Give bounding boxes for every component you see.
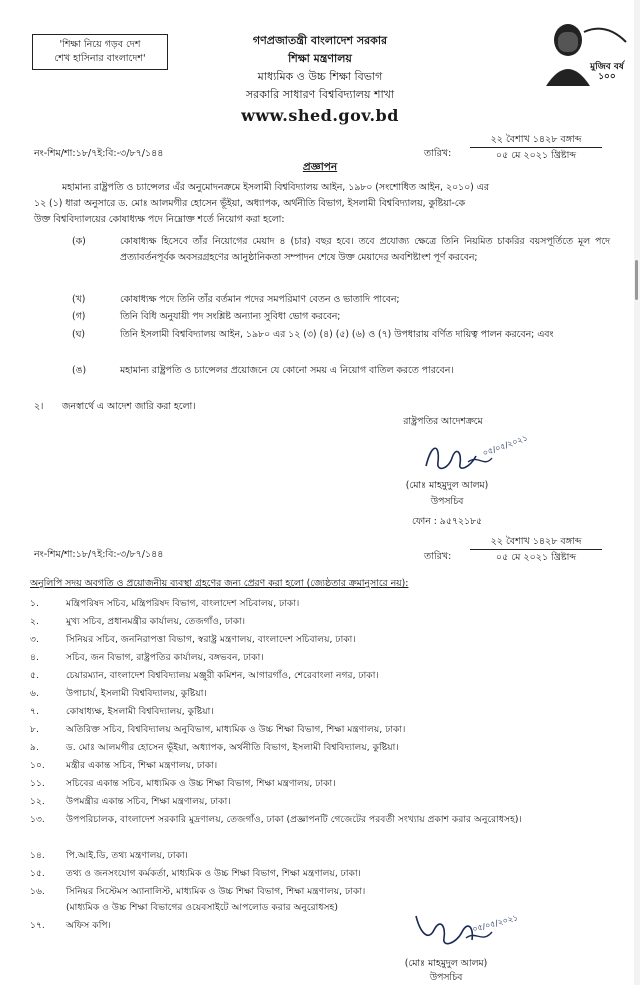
date-block-copy [466, 534, 606, 565]
copy-item-text: অতিরিক্ত সচিব, বিশ্ববিদ্যালয় অনুবিভাগ, মাধ্যমিক ও উচ্চ শিক্ষা বিভাগ, শিক্ষা মন্ত্রণালয়, ঢাকা। [66, 724, 406, 735]
notice-para-line-1: মহামান্য রাষ্ট্রপতি ও চ্যান্সেলর এঁর অনুমোদনক্রমে ইসলামী বিশ্ববিদ্যালয় আইন, ১৯৮০ (সংশোধিত আইন, ২০১০) এর [62, 182, 489, 193]
logo-text: মুজিব বর্ষ ১০০ [590, 62, 624, 82]
scan-edge [634, 0, 640, 985]
condition-text: তিনি ইসলামী বিশ্ববিদ্যালয় আইন, ১৯৮০ এর ১২ (৩) (৪) (৫) (৬) ও (৭) উপধারায় বর্ণিত দায়িত্ব পালন করবেন; এবং [120, 329, 554, 340]
notice-para-line-2: ১২ (১) ধারা অনুসারে ড. মোঃ আলমগীর হোসেন ভূঁইয়া, অধ্যাপক, অর্থনীতি বিভাগ, ইসলামী বিশ্ববিদ্যালয়, কুষ্টিয়া-কে [34, 198, 466, 209]
copy-item-text: (মাধ্যমিক ও উচ্চ শিক্ষা বিভাগের ওয়েবসাইটে আপলোড করার অনুরোধসহ) [66, 902, 338, 913]
copy-list-item [30, 794, 620, 809]
copy-item-number: ১৭. [30, 920, 45, 931]
date-label-copy: তারিখ: [424, 551, 452, 562]
signatory-2-designation: উপসচিব [429, 972, 463, 983]
signatory-designation: উপসচিব [430, 496, 464, 507]
copy-item-text: অফিস কপি। [66, 920, 111, 931]
copy-heading: অনুলিপি সদয় অবগতি ও প্রয়োজনীয় ব্যবস্থা গ্রহণের জন্য প্রেরণ করা হলো (জ্যেষ্ঠতার ক্রমানুসারে নয়): [30, 578, 409, 589]
copy-item-number: ৭. [30, 706, 39, 717]
copy-item-number: ১১. [30, 778, 45, 789]
memo-number-copy: নং-শিম/শা:১৮/৭ই:বি:-৩/৮৭/১৪৪ [34, 549, 164, 560]
notice-title: প্রজ্ঞাপন [302, 161, 338, 173]
copy-item-number: ৫. [30, 670, 39, 681]
memo-number: নং-শিম/শা:১৮/৭ই:বি:-৩/৮৭/১৪৪ [34, 148, 164, 159]
notice-para-line-3: উক্ত বিশ্ববিদ্যালয়ের কোষাধ্যক্ষ পদে নিম্নোক্ত শর্তে নিয়োগ করা হলো: [34, 214, 285, 225]
copy-list-item [30, 668, 620, 683]
copy-item-number: ১২. [30, 796, 45, 807]
copy-item-text: সচিবের একান্ত সচিব, মাধ্যমিক ও উচ্চ শিক্ষা বিভাগ, শিক্ষা মন্ত্রণালয়, ঢাকা। [66, 778, 336, 789]
date-bangla: ২২ বৈশাখ ১৪২৮ বঙ্গাব্দ [490, 134, 582, 145]
copy-item-text: কোষাধ্যক্ষ, ইসলামী বিশ্ববিদ্যালয়, কুষ্টিয়া। [66, 706, 214, 717]
copy-item-text: সিনিয়র সচিব, জননিরাপত্তা বিভাগ, স্বরাষ্ট্র মন্ত্রণালয়, বাংলাদেশ সচিবালয়, ঢাকা। [66, 634, 356, 645]
copy-item-text: মন্ত্রীর একান্ত সচিব, শিক্ষা মন্ত্রণালয়, ঢাকা। [66, 760, 218, 771]
copy-list-item [30, 918, 620, 933]
copy-list-item [30, 614, 620, 629]
date-label: তারিখ: [424, 148, 452, 159]
para-2-number: ২। [34, 401, 44, 412]
copy-item-text: উপপরিচালক, বাংলাদেশ সরকারি মুদ্রণালয়, তেজগাঁও, ঢাকা (প্রজ্ঞাপনটি গেজেটের পরবর্তী সংখ্যায় প্রকাশ করার অনুরোধসহ)। [66, 814, 522, 825]
copy-item-number: ১০. [30, 760, 45, 771]
copy-item-text: ড. মোঃ আলমগীর হোসেন ভূঁইয়া, অধ্যাপক, অর্থনীতি বিভাগ, ইসলামী বিশ্ববিদ্যালয়, কুষ্টিয়া। [66, 742, 399, 753]
website-url: www.shed.gov.bd [241, 106, 399, 125]
signature-2-date: ০৫/০৫/২০২১ [471, 913, 520, 934]
copy-item-text: সচিব, জন বিভাগ, রাষ্ট্রপতির কার্যালয়, বঙ্গভবন, ঢাকা। [66, 652, 264, 663]
copy-list-item [30, 884, 620, 899]
copy-item-number: ৮. [30, 724, 39, 735]
copy-list-item [30, 900, 620, 915]
slogan-line-1: 'শিক্ষা নিয়ে গড়ব দেশ [59, 39, 141, 50]
copy-list-item [30, 812, 620, 827]
copy-list-item [30, 740, 620, 755]
copy-list-item [30, 848, 620, 863]
condition-number: (ঙ) [72, 365, 87, 376]
copy-item-text: উপাচার্য, ইসলামী বিশ্ববিদ্যালয়, কুষ্টিয়া। [66, 688, 207, 699]
date-bangla-copy: ২২ বৈশাখ ১৪২৮ বঙ্গাব্দ [490, 536, 582, 547]
handwritten-signature [418, 432, 528, 478]
branch-title: সরকারি সাধারণ বিশ্ববিদ্যালয় শাখা [245, 88, 395, 101]
copy-item-text: উপমন্ত্রীর একান্ত সচিব, শিক্ষা মন্ত্রণালয়, ঢাকা। [66, 796, 231, 807]
condition-number: (গ) [72, 311, 86, 322]
date-english-copy: ০৫ মে ২০২১ খ্রিষ্টাব্দ [495, 552, 577, 563]
signatory-name: (মোঃ মাহমুদুল আলম) [405, 480, 489, 491]
copy-list-item [30, 650, 620, 665]
by-order-text: রাষ্ট্রপতির আদেশক্রমে [403, 416, 483, 427]
signature-date: ০৫/০৫/২০২১ [481, 433, 529, 458]
copy-item-text: মুখ্য সচিব, প্রধানমন্ত্রীর কার্যালয়, তেজগাঁও, ঢাকা। [66, 616, 246, 627]
copy-item-number: ৯. [30, 742, 39, 753]
copy-item-number: ৬. [30, 688, 39, 699]
copy-list-item [30, 776, 620, 791]
copy-item-text: মন্ত্রিপরিষদ সচিব, মন্ত্রিপরিষদ বিভাগ, বাংলাদেশ সচিবালয়, ঢাকা। [66, 598, 300, 609]
signatory-phone: ফোন : ৯৫৭২১৮৫ [411, 516, 483, 527]
condition-number: (ঘ) [72, 329, 85, 340]
condition-text: কোষাধ্যক্ষ হিসেবে তাঁর নিয়োগের মেয়াদ ৪ (চার) বছর হবে। তবে প্রযোজ্য ক্ষেত্রে তিনি নিয়মিত চাকরির বয়সপূর্তিতে মূল পদে প্রত্যাবর্তনপূর্বক অবসরগ্রহণের আনুষ্ঠানিকতা সম্পাদন শেষে উক্ত মেয়াদের অবশিষ্টাংশ পূর্ণ করবেন; [120, 236, 610, 263]
copy-item-number: ২. [30, 616, 39, 627]
condition-text: তিনি বিধি অনুযায়ী পদ সংশ্লিষ্ট অন্যান্য সুবিধা ভোগ করবেন; [120, 311, 341, 322]
condition-text: মহামান্য রাষ্ট্রপতি ও চ্যান্সেলর প্রয়োজনে যে কোনো সময় এ নিয়োগ বাতিল করতে পারবেন। [120, 365, 454, 376]
division-title: মাধ্যমিক ও উচ্চ শিক্ষা বিভাগ [257, 70, 383, 83]
copy-list-item [30, 686, 620, 701]
signatory-2-name: (মোঃ মাহমুদুল আলম) [404, 958, 488, 969]
para-2-text: জনস্বার্থে এ আদেশ জারি করা হলো। [62, 401, 196, 412]
copy-item-number: ১৫. [30, 868, 45, 879]
copy-list-item [30, 722, 620, 737]
copy-item-number: ৪. [30, 652, 39, 663]
copy-item-number: ১৩. [30, 814, 45, 825]
condition-number: (ক) [72, 236, 86, 247]
copy-item-text: সিনিয়র সিস্টেমস অ্যানালিস্ট, মাধ্যমিক ও উচ্চ শিক্ষা বিভাগ, শিক্ষা মন্ত্রণালয়, ঢাকা। [66, 886, 366, 897]
copy-list-item [30, 596, 620, 611]
copy-item-text: পি.আই.ডি, তথ্য মন্ত্রণালয়, ঢাকা। [66, 850, 188, 861]
copy-list-item [30, 632, 620, 647]
date-block [466, 132, 606, 163]
date-english: ০৫ মে ২০২১ খ্রিষ্টাব্দ [495, 150, 577, 161]
copy-list-item [30, 866, 620, 881]
copy-item-number: ১. [30, 598, 39, 609]
copy-item-text: চেয়ারম্যান, বাংলাদেশ বিশ্ববিদ্যালয় মঞ্জুরী কমিশন, আগারগাঁও, শেরেবাংলা নগর, ঢাকা। [66, 670, 379, 681]
ministry-title: শিক্ষা মন্ত্রণালয় [288, 52, 352, 65]
scroll-indicator[interactable] [635, 260, 638, 300]
copy-item-number: ১৬. [30, 886, 45, 897]
copy-item-number: ১৪. [30, 850, 45, 861]
condition-number: (খ) [72, 294, 86, 305]
mujib-borsho-logo [528, 12, 632, 90]
government-title: গণপ্রজাতন্ত্রী বাংলাদেশ সরকার [252, 34, 388, 47]
copy-item-number: ৩. [30, 634, 39, 645]
handwritten-signature-2 [410, 902, 530, 954]
slogan-line-2: শেখ হাসিনার বাংলাদেশ' [54, 53, 146, 64]
condition-text: কোষাধ্যক্ষ পদে তিনি তাঁর বর্তমান পদের সমপরিমাণ বেতন ও ভাতাদি পাবেন; [120, 294, 400, 305]
copy-list-item [30, 758, 620, 773]
copy-list-item [30, 704, 620, 719]
copy-item-text: তথ্য ও জনসংযোগ কর্মকর্তা, মাধ্যমিক ও উচ্চ শিক্ষা বিভাগ, শিক্ষা মন্ত্রণালয়, ঢাকা। [66, 868, 361, 879]
